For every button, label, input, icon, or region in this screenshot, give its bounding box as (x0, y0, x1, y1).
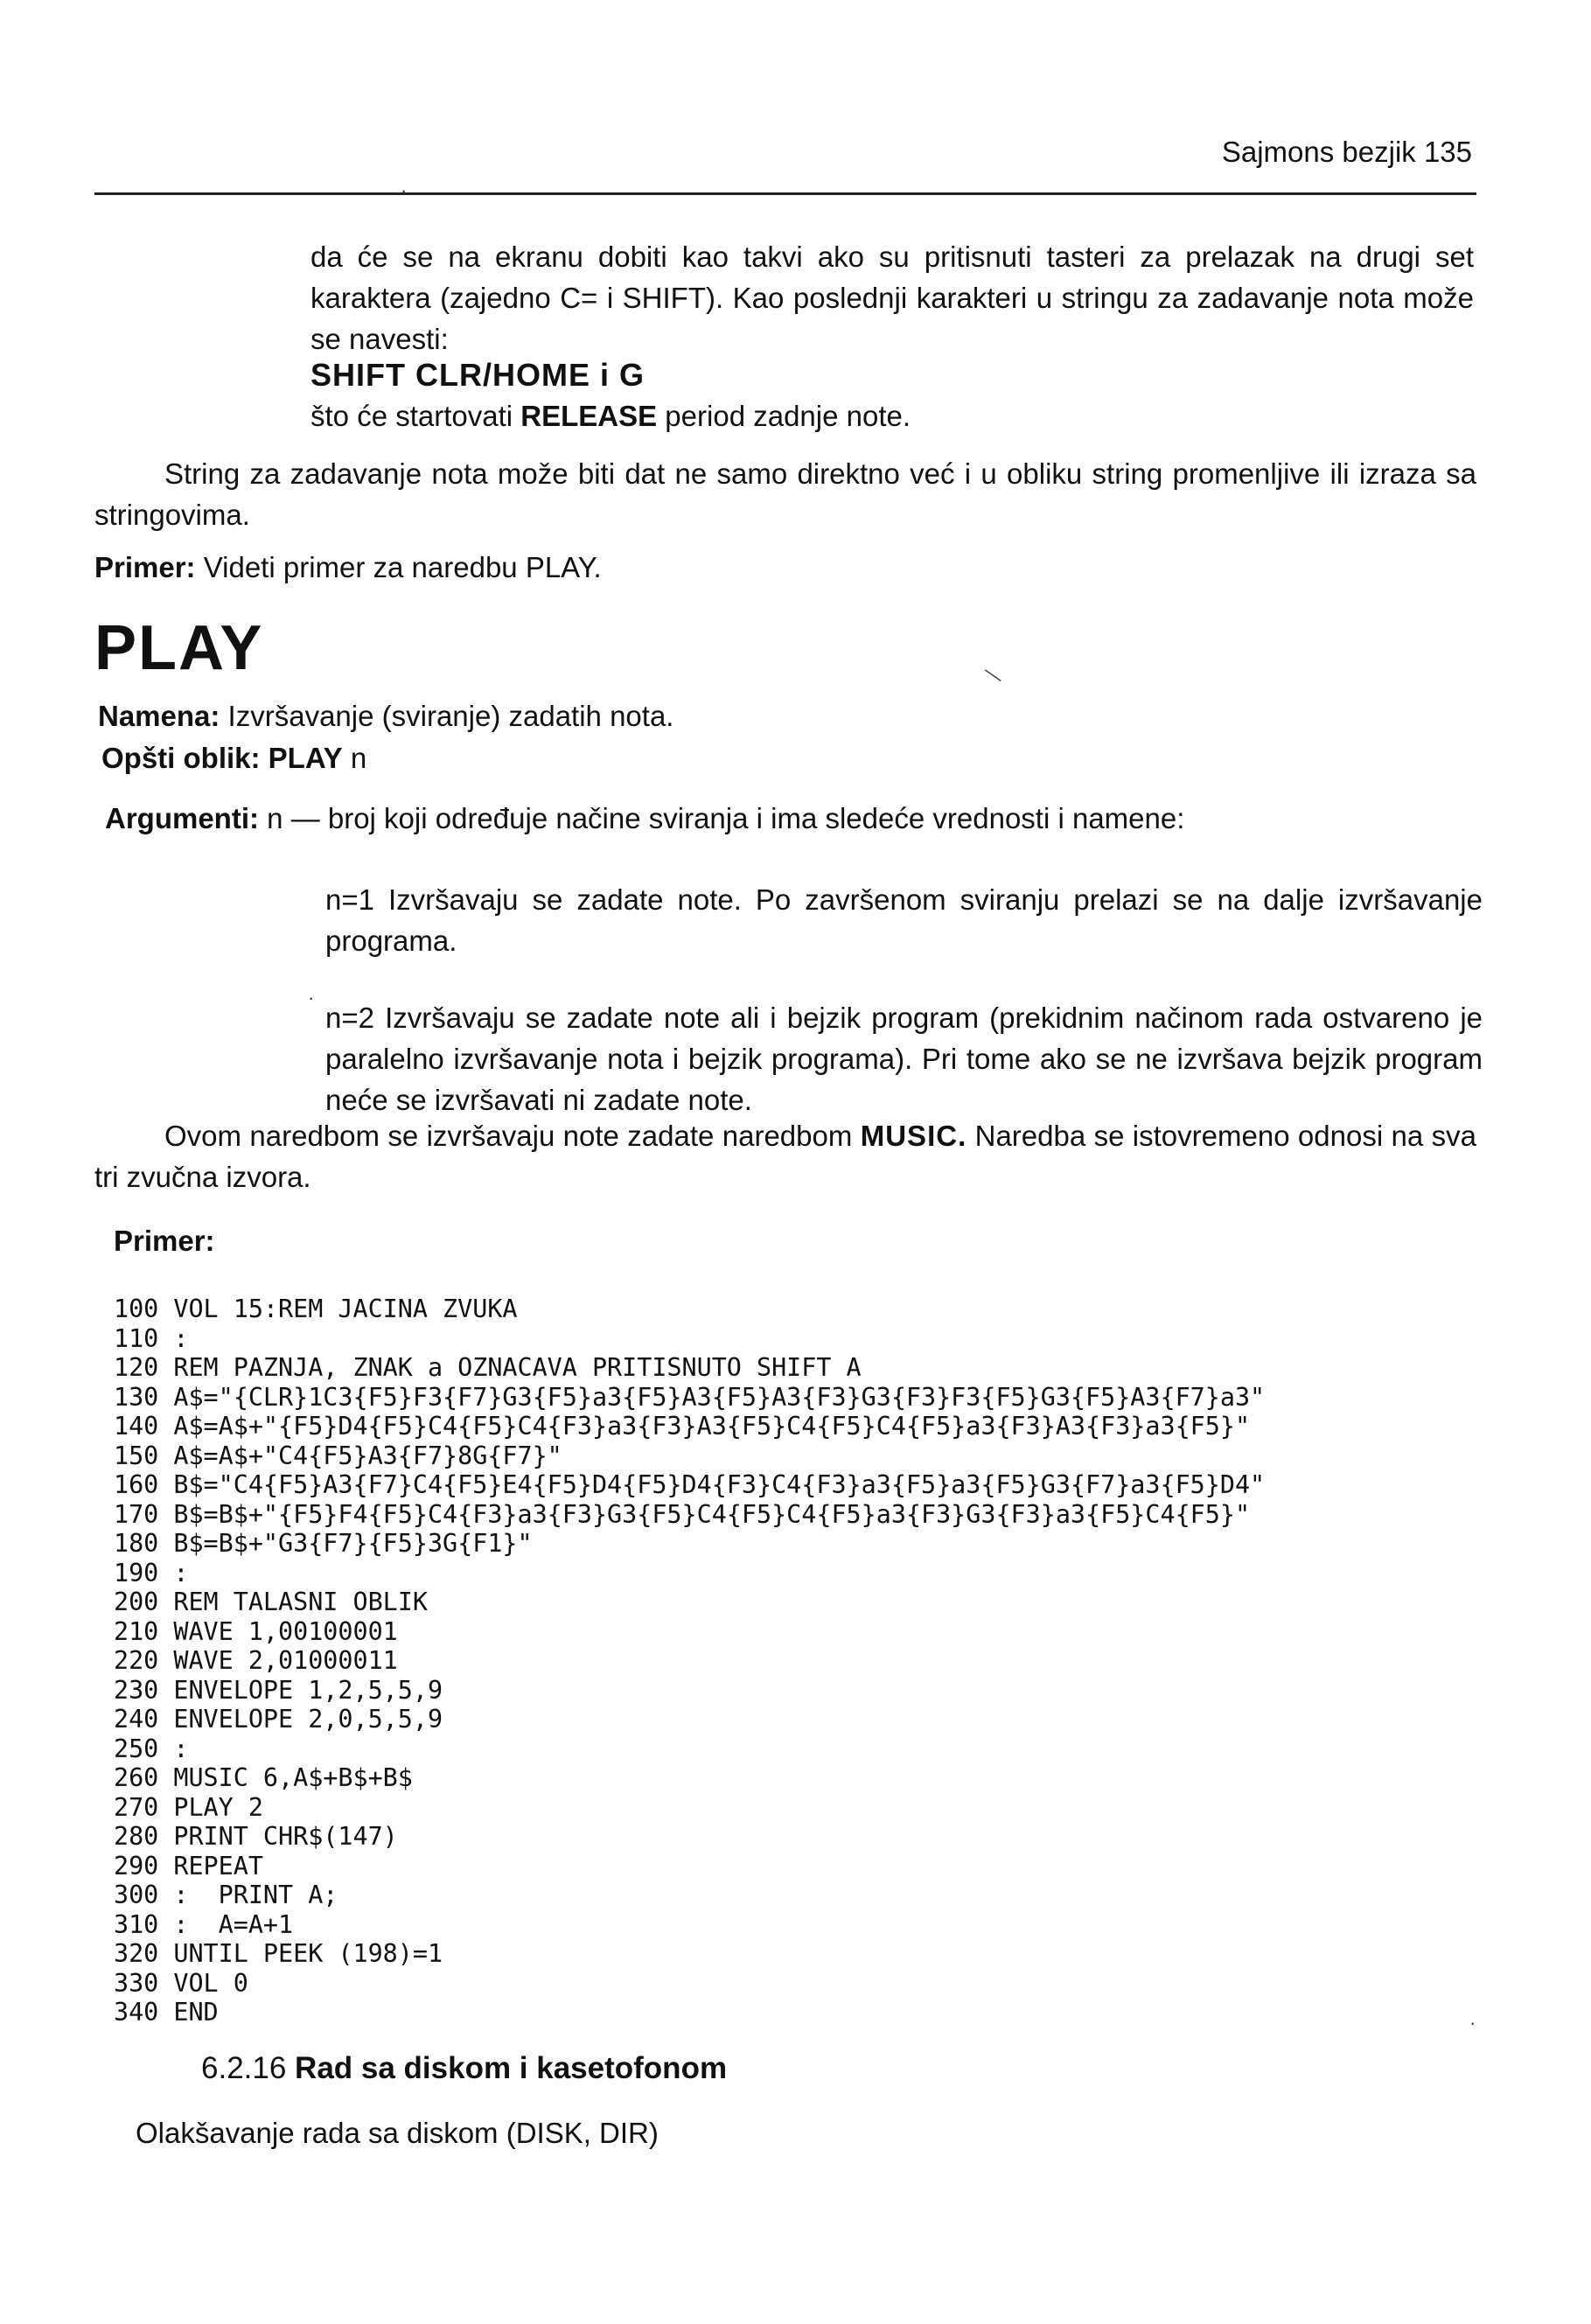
code-line: 200 REM TALASNI OBLIK (114, 1588, 428, 1616)
section-heading (201, 2051, 727, 2086)
code-line: 110 : (114, 1323, 189, 1353)
key-combination-text: SHIFT CLR/HOME i G (311, 357, 645, 393)
release-prefix: što će startovati (311, 400, 521, 432)
opsti-oblik-command: PLAY (260, 742, 343, 774)
ovom-prefix: Ovom naredbom se izvršavaju note zadate naredbom (164, 1120, 861, 1152)
code-line: 140 A$=A$+"{F5}D4{F5}C4{F5}C4{F3}a3{F3}A3{F5}C4{F5}C4{F5}a3{F3}A3{F3}a3{F5}" (114, 1412, 1251, 1441)
code-line: 120 REM PAZNJA, ZNAK a OZNACAVA PRITISNUTO SHIFT A (114, 1353, 862, 1382)
code-line: 340 END (114, 1998, 219, 2027)
header-rule (94, 192, 1476, 195)
code-line: 170 B$=B$+"{F5}F4{F5}C4{F3}a3{F3}G3{F5}C4{F5}C4{F5}a3{F3}G3{F3}a3{F5}C4{F5}" (114, 1499, 1251, 1529)
section-title: Rad sa diskom i kasetofonom (295, 2051, 728, 2085)
code-line: 160 B$="C4{F5}A3{F7}C4{F5}E4{F5}D4{F5}D4{F3}C4{F3}a3{F5}a3{F5}G3{F7}a3{F5}D4" (114, 1470, 1266, 1499)
primer-heading (114, 1220, 215, 1261)
argumenti-text: n — broj koji određuje načine sviranja i ima sledeće vrednosti i namene: (259, 802, 1185, 834)
primer-label: Primer: (94, 551, 196, 583)
code-line: 100 VOL 15:REM JACINA ZVUKA (114, 1295, 518, 1323)
namena-line (98, 695, 1480, 736)
code-line: 240 ENVELOPE 2,0,5,5,9 (114, 1705, 443, 1734)
code-line: 280 PRINT CHR$(147) (114, 1822, 398, 1851)
argument-n1: n=1 Izvršavaju se zadate note. Po završenom sviranju prelazi se na dalje izvršavanje programa. (325, 883, 1483, 957)
scan-speck: · (308, 987, 315, 1008)
code-line: 210 WAVE 1,00100001 (114, 1616, 398, 1646)
scan-speck: — (980, 660, 1008, 689)
namena-text: Izvršavanje (sviranje) zadatih nota. (220, 700, 674, 732)
code-line: 290 REPEAT (114, 1851, 263, 1881)
running-header: Sajmons bezjik 135 (1221, 136, 1472, 168)
code-line: 310 : A=A+1 (114, 1909, 294, 1939)
code-line: 190 : (114, 1558, 189, 1588)
string-paragraph: String za zadavanje nota može biti dat ne samo direktno već i u obliku string promenljive ili izraza sa stringovima. (94, 457, 1476, 531)
code-line: 150 A$=A$+"C4{F5}A3{F7}8G{F7}" (114, 1441, 562, 1470)
opsti-oblik-line (101, 737, 1483, 778)
code-line: 180 B$=B$+"G3{F7}{F5}3G{F1}" (114, 1529, 533, 1558)
primer-reference (94, 547, 1476, 588)
release-line (311, 395, 1474, 436)
namena-label: Namena: (98, 700, 220, 732)
ovom-paragraph (94, 1115, 1476, 1197)
ovom-music-keyword: MUSIC. (860, 1120, 967, 1152)
command-heading: PLAY (94, 613, 264, 683)
code-line: 260 MUSIC 6,A$+B$+B$ (114, 1763, 413, 1792)
argumenti-label: Argumenti: (105, 802, 259, 834)
argument-n2: n=2 Izvršavaju se zadate note ali i bejzik program (prekidnim načinom rada ostvareno je paralelno izvršavanje nota i bejzik programa). Pri tome ako se ne izvršava bejzik program neće se izvršavati ni zadate note. (325, 1001, 1483, 1116)
code-line: 220 WAVE 2,01000011 (114, 1646, 398, 1675)
disk-intro-line: Olakšavanje rada sa diskom (DISK, DIR) (136, 2117, 659, 2149)
argumenti-line (105, 798, 1487, 839)
code-line: 250 : (114, 1734, 189, 1763)
code-line: 270 PLAY 2 (114, 1792, 263, 1822)
scan-speck: · (1469, 2012, 1476, 2034)
release-keyword: RELEASE (520, 400, 658, 432)
code-line: 230 ENVELOPE 1,2,5,5,9 (114, 1675, 443, 1705)
opsti-oblik-label: Opšti oblik: (101, 742, 261, 774)
scan-speck: · (401, 179, 408, 201)
intro-paragraph: da će se na ekranu dobiti kao takvi ako su pritisnuti tasteri za prelazak na drugi set karaktera (zajedno C= i SHIFT). Kao poslednji karakteri u stringu za zadavanje nota može se navesti: (311, 241, 1474, 355)
ovom-suffix: Naredba se istovremeno odnosi na sva tri zvučna izvora. (94, 1120, 1476, 1193)
release-suffix: period zadnje note. (657, 400, 911, 432)
primer-heading-text: Primer: (114, 1225, 215, 1257)
code-line: 130 A$="{CLR}1C3{F5}F3{F7}G3{F5}a3{F5}A3{F5}A3{F3}G3{F3}F3{F5}G3{F5}A3{F7}a3" (114, 1382, 1266, 1412)
code-line: 300 : PRINT A; (114, 1881, 338, 1909)
primer-reference-text: Videti primer za naredbu PLAY. (195, 551, 602, 583)
opsti-oblik-argument: n (342, 742, 367, 774)
section-number: 6.2.16 (201, 2051, 287, 2085)
key-combination (311, 354, 1474, 396)
basic-code-listing (114, 1295, 1487, 2027)
code-line: 320 UNTIL PEEK (198)=1 (114, 1939, 443, 1968)
code-line: 330 VOL 0 (114, 1968, 248, 1998)
